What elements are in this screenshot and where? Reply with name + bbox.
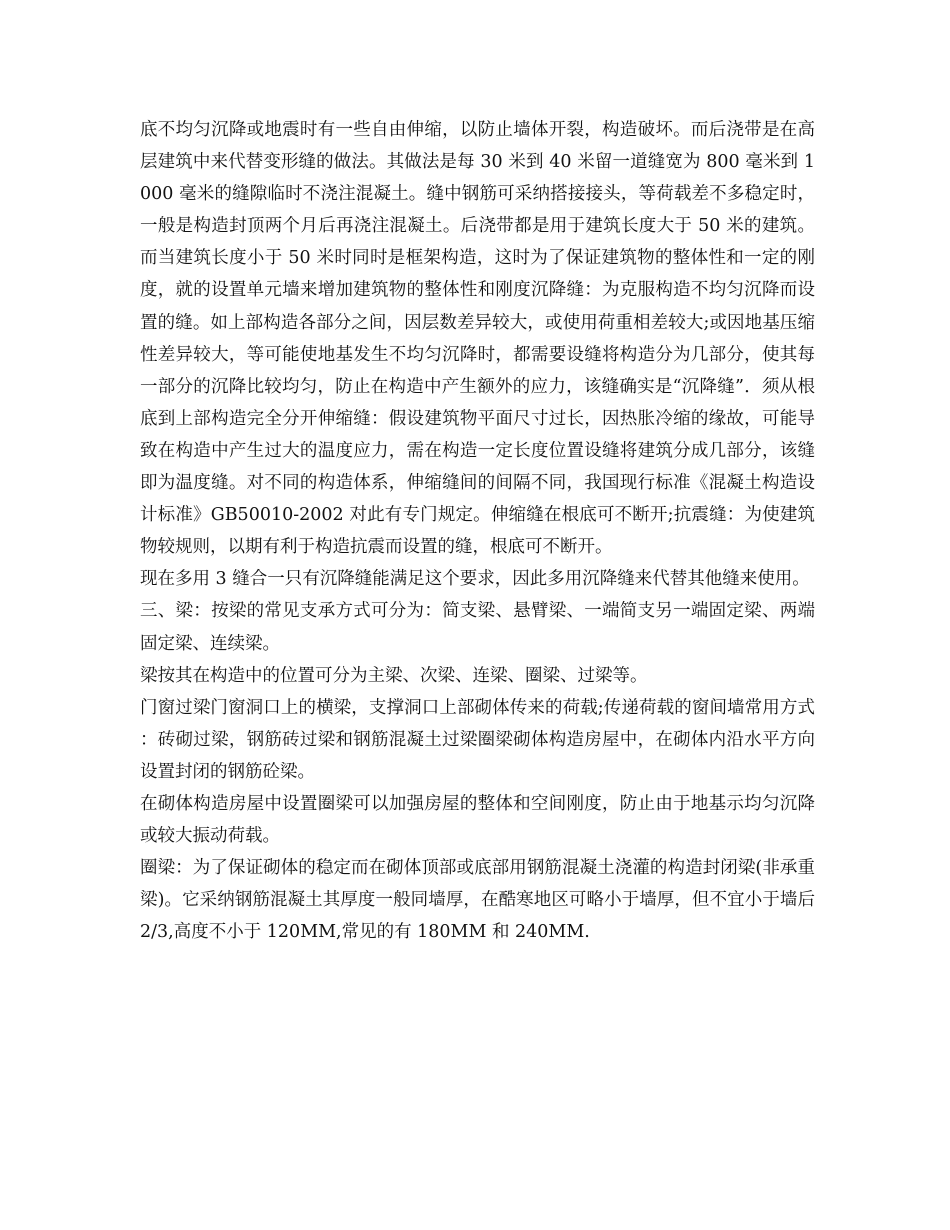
paragraph-ring-beam-definition: 圈梁：为了保证砌体的稳定而在砌体顶部或底部用钢筋混凝土浇灌的构造封闭梁(非承重梁)。它采纳钢筋混凝土其厚度一般同墙厚，在酷寒地区可略小于墙厚，但不宜小于墙后 2/3,高度不小于 120MM,常见的有 180MM 和 240MM. (140, 858, 815, 943)
paragraph-lintel: 门窗过梁门窗洞口上的横梁，支撑洞口上部砌体传来的荷载;传递荷载的窗间墙常用方式：砖砌过梁，钢筋砖过梁和钢筋混凝土过梁圈梁砌体构造房屋中，在砌体内沿水平方向设置封闭的钢筋砼梁。 (140, 697, 815, 782)
paragraph-ring-beam-purpose: 在砌体构造房屋中设置圈梁可以加强房屋的整体和空间刚度，防止由于地基示均匀沉降或较大振动荷载。 (140, 793, 815, 847)
paragraph-beam-position-types: 梁按其在构造中的位置可分为主梁、次梁、连梁、圈梁、过梁等。 (140, 665, 648, 686)
document-body (140, 114, 815, 948)
paragraph-beam-support-types: 三、梁：按梁的常见支承方式可分为：简支梁、悬臂梁、一端简支另一端固定梁、两端固定梁、连续梁。 (140, 601, 815, 654)
paragraph-joints: 底不均匀沉降或地震时有一些自由伸缩，以防止墙体开裂，构造破坏。而后浇带是在高层建筑中来代替变形缝的做法。其做法是每 30 米到 40 米留一道缝宽为 800 毫米到 1000 毫米的缝隙临时不浇注混凝土。缝中钢筋可采纳搭接接头，等荷载差不多稳定时，一般是构造封顶两个月后再浇注混凝土。后浇带都是用于建筑长度大于 50 米的建筑。而当建筑长度小于 50 米时同时是框架构造，这时为了保证建筑物的整体性和一定的刚度，就的设置单元墙来增加建筑物的整体性和刚度沉降缝：为克服构造不均匀沉降而设置的缝。如上部构造各部分之间，因层数差异较大，或使用荷重相差较大;或因地基压缩性差异较大，等可能使地基发生不均匀沉降时，都需要设缝将构造分为几部分，使其每一部分的沉降比较均匀，防止在构造中产生额外的应力，该缝确实是“沉降缝”．须从根底到上部构造完全分开伸缩缝：假设建筑物平面尺寸过长，因热胀冷缩的缘故，可能导致在构造中产生过大的温度应力，需在构造一定长度位置设缝将建筑分成几部分，该缝即为温度缝。对不同的构造体系，伸缩缝间的间隔不同，我国现行标准《混凝土构造设计标准》GB50010-2002 对此有专门规定。伸缩缝在根底可不断开;抗震缝：为使建筑物较规则，以期有利于构造抗震而设置的缝，根底可不断开。 (140, 120, 815, 558)
paragraph-settlement-joint-note: 现在多用 3 缝合一只有沉降缝能满足这个要求，因此多用沉降缝来代替其他缝来使用。 (140, 569, 810, 590)
